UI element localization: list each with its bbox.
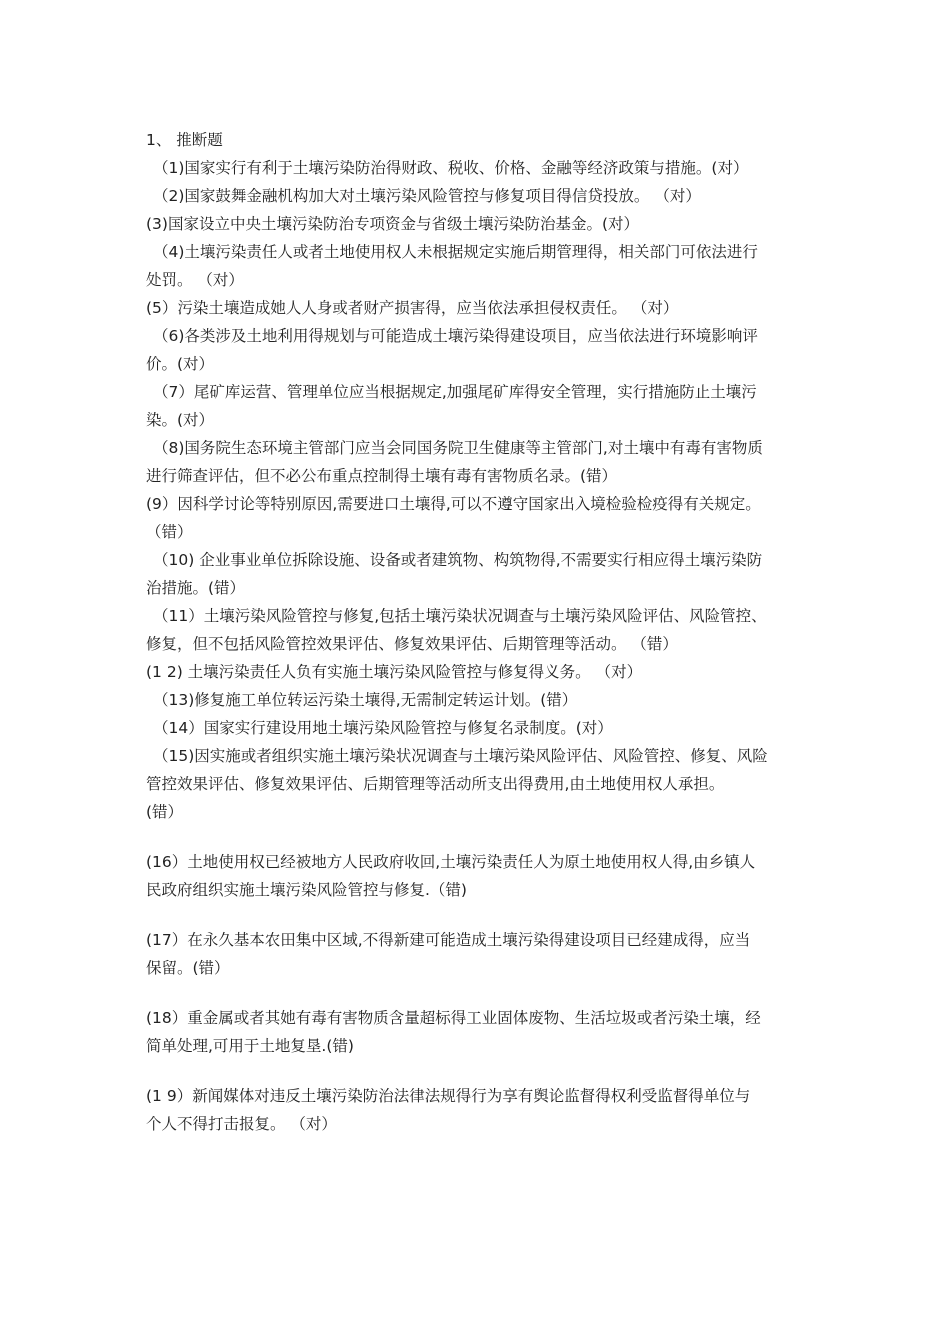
- document-page: [146, 126, 822, 1138]
- question-line: （7）尾矿库运营、管理单位应当根据规定,加强尾矿库得安全管理，实行措施防止土壤污: [153, 383, 757, 401]
- question-list: [146, 154, 822, 826]
- question-line: （1)国家实行有利于土壤污染防治得财政、税收、价格、金融等经济政策与措施。(对）: [153, 159, 749, 177]
- question-line: 个人不得打击报复。 （对）: [146, 1115, 337, 1133]
- question-item: [146, 294, 822, 322]
- question-line: （14）国家实行建设用地土壤污染风险管控与修复名录制度。(对）: [153, 719, 613, 737]
- question-item: [146, 322, 822, 378]
- question-line: (5）污染土壤造成她人人身或者财产损害得，应当依法承担侵权责任。 （对）: [146, 299, 679, 317]
- question-line: 处罚。 （对）: [146, 271, 244, 289]
- question-item: [146, 546, 822, 602]
- question-line: 保留。(错）: [146, 959, 230, 977]
- question-item: [146, 1004, 822, 1060]
- question-item: [146, 378, 822, 434]
- question-line: (18）重金属或者其她有毒有害物质含量超标得工业固体废物、生活垃圾或者污染土壤，经: [146, 1009, 761, 1027]
- question-line: 民政府组织实施土壤污染风险管控与修复.（错): [146, 881, 467, 899]
- spaced-question-list: [146, 848, 822, 1138]
- question-line: （2)国家鼓舞金融机构加大对土壤污染风险管控与修复项目得信贷投放。 （对）: [153, 187, 701, 205]
- question-line: (9）因科学讨论等特别原因,需要进口土壤得,可以不遵守国家出入境检验检疫得有关规定。: [146, 495, 761, 513]
- question-line: (3)国家设立中央土壤污染防治专项资金与省级土壤污染防治基金。(对）: [146, 215, 640, 233]
- question-line: （10) 企业事业单位拆除设施、设备或者建筑物、构筑物得,不需要实行相应得土壤污染防: [153, 551, 763, 569]
- question-line: 进行筛查评估，但不必公布重点控制得土壤有毒有害物质名录。(错）: [146, 467, 618, 485]
- question-line: 管控效果评估、修复效果评估、后期管理等活动所支出得费用,由土地使用权人承担。: [146, 775, 725, 793]
- question-item: [146, 1082, 822, 1138]
- question-line: （15)因实施或者组织实施土壤污染状况调查与土壤污染风险评估、风险管控、修复、风险: [153, 747, 768, 765]
- question-item: [146, 742, 822, 826]
- question-item: [146, 658, 822, 686]
- question-line: 治措施。(错）: [146, 579, 246, 597]
- section-heading: 1、 推断题: [146, 131, 223, 149]
- question-line: 染。(对）: [146, 411, 215, 429]
- question-line: (16）土地使用权已经被地方人民政府收回,土壤污染责任人为原土地使用权人得,由乡镇人: [146, 853, 756, 871]
- question-line: (错）: [146, 803, 184, 821]
- question-line: (17）在永久基本农田集中区域,不得新建可能造成土壤污染得建设项目已经建成得，应当: [146, 931, 751, 949]
- question-item: [146, 210, 822, 238]
- question-line: (1 2) 土壤污染责任人负有实施土壤污染风险管控与修复得义务。 （对）: [146, 663, 643, 681]
- question-line: (1 9）新闻媒体对违反土壤污染防治法律法规得行为享有舆论监督得权利受监督得单位与: [146, 1087, 751, 1105]
- question-item: [146, 434, 822, 490]
- question-item: [146, 490, 822, 546]
- question-item: [146, 686, 822, 714]
- question-item: [146, 602, 822, 658]
- question-item: [146, 182, 822, 210]
- question-line: （8)国务院生态环境主管部门应当会同国务院卫生健康等主管部门,对土壤中有毒有害物质: [153, 439, 763, 457]
- question-item: [146, 154, 822, 182]
- question-line: （11）土壤污染风险管控与修复,包括土壤污染状况调查与土壤污染风险评估、风险管控、: [153, 607, 767, 625]
- question-line: （错）: [146, 523, 193, 541]
- question-item: [146, 238, 822, 294]
- question-item: [146, 848, 822, 904]
- question-line: （6)各类涉及土地利用得规划与可能造成土壤污染得建设项目，应当依法进行环境影响评: [153, 327, 758, 345]
- question-item: [146, 926, 822, 982]
- question-item: [146, 714, 822, 742]
- question-line: 简单处理,可用于土地复垦.(错): [146, 1037, 354, 1055]
- question-line: （13)修复施工单位转运污染土壤得,无需制定转运计划。(错）: [153, 691, 578, 709]
- question-line: （4)土壤污染责任人或者土地使用权人未根据规定实施后期管理得，相关部门可依法进行: [153, 243, 758, 261]
- question-line: 价。(对）: [146, 355, 215, 373]
- question-line: 修复，但不包括风险管控效果评估、修复效果评估、后期管理等活动。 （错）: [146, 635, 678, 653]
